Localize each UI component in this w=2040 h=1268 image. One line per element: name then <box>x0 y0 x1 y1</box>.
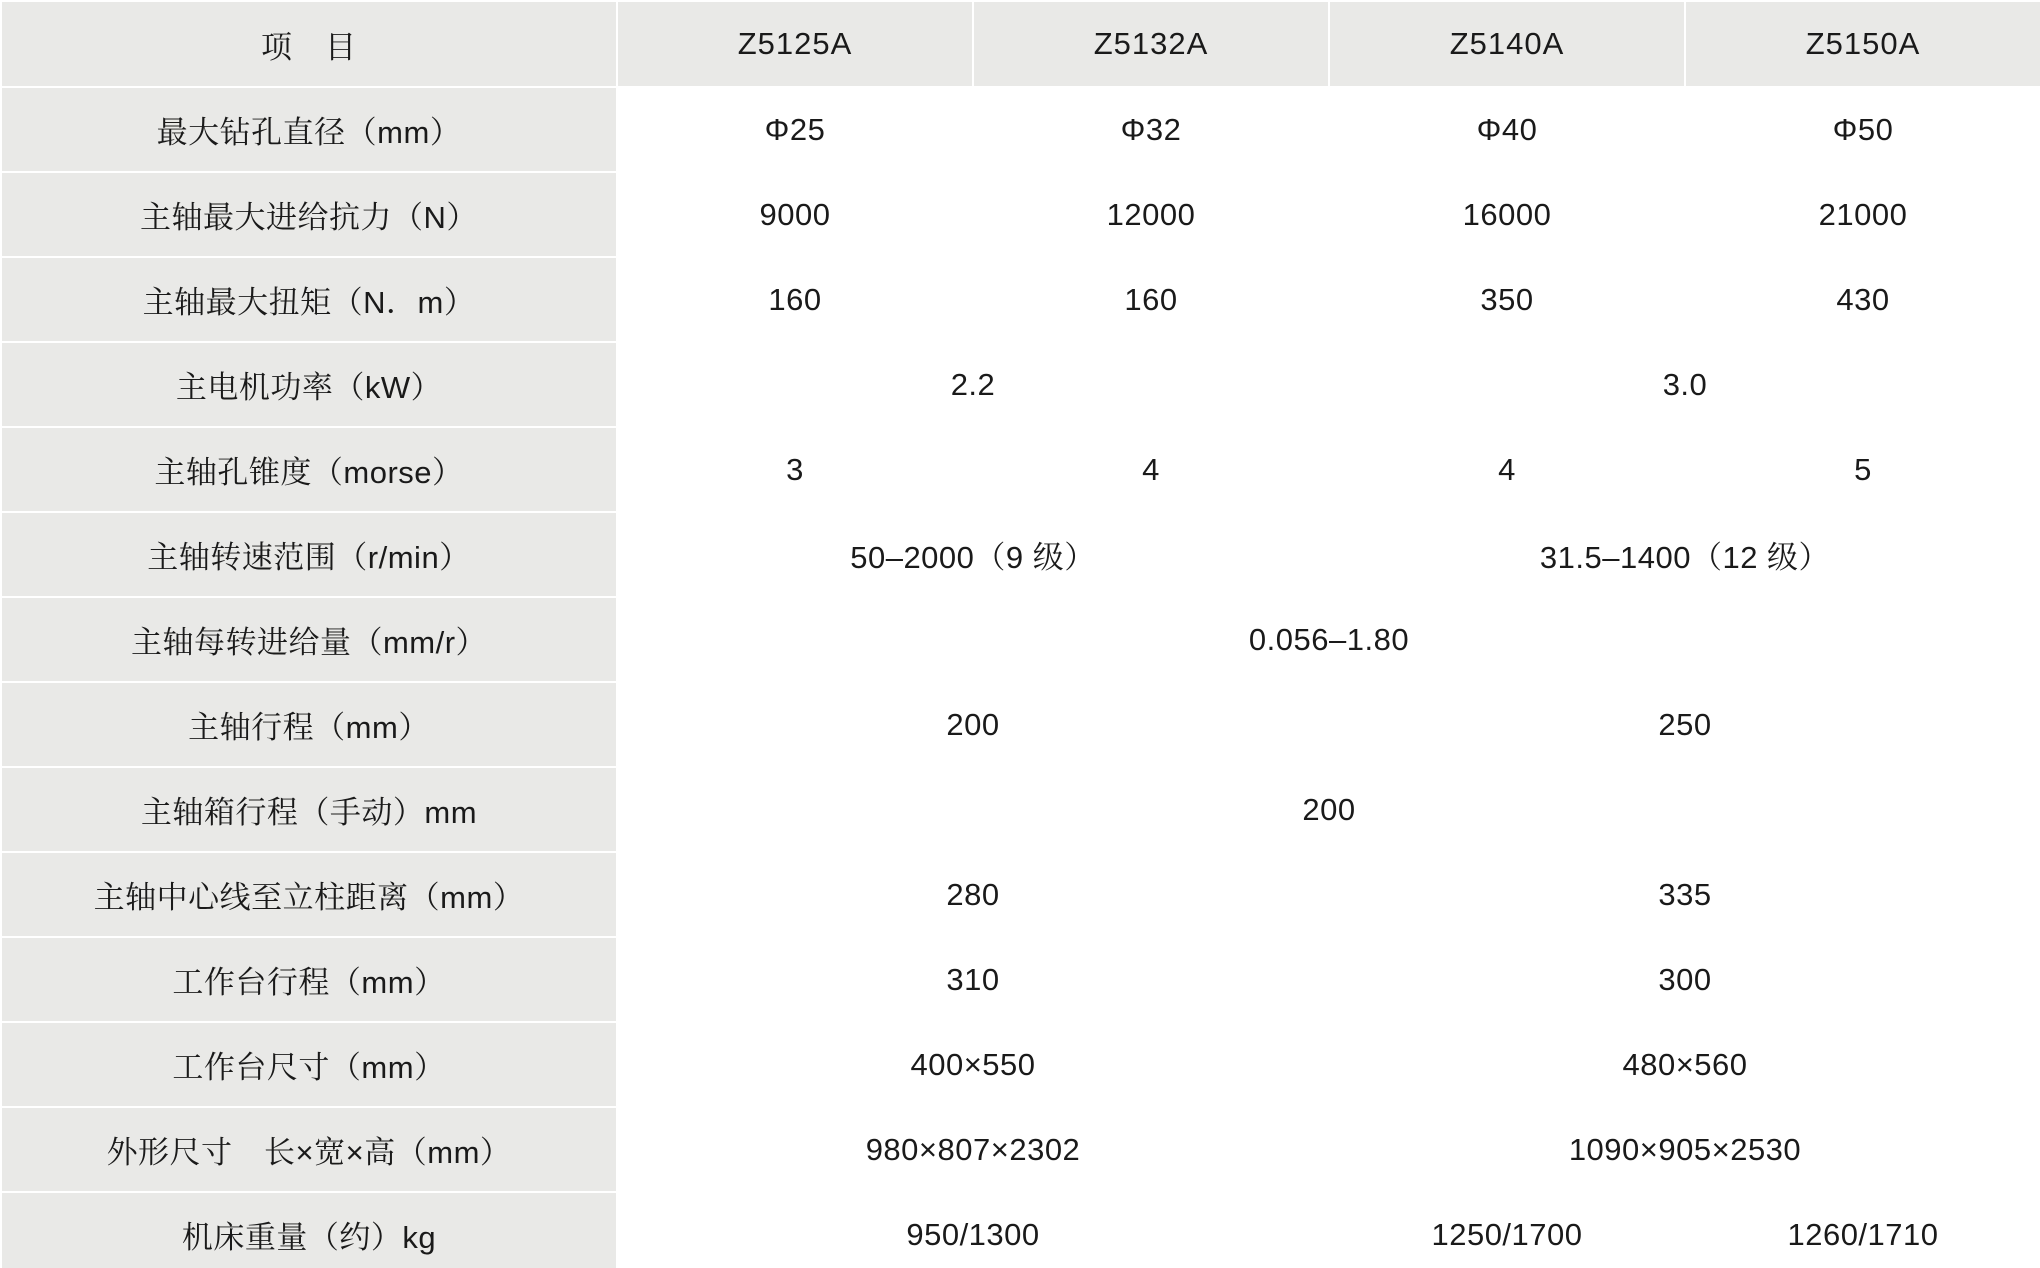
header-model-2: Z5132A <box>973 1 1329 87</box>
row-value: 160 <box>973 257 1329 342</box>
row-label: 最大钻孔直径（mm） <box>1 87 617 172</box>
row-value: 310 <box>617 937 1329 1022</box>
row-value: 335 <box>1329 852 2040 937</box>
table-row <box>1 257 2040 342</box>
row-label: 主轴行程（mm） <box>1 682 617 767</box>
row-value: 480×560 <box>1329 1022 2040 1107</box>
row-label: 主轴最大进给抗力（N） <box>1 172 617 257</box>
row-label: 机床重量（约）kg <box>1 1192 617 1268</box>
row-value: 12000 <box>973 172 1329 257</box>
row-label: 外形尺寸 长×宽×高（mm） <box>1 1107 617 1192</box>
row-value: 4 <box>973 427 1329 512</box>
row-value: 200 <box>617 682 1329 767</box>
row-value: 50–2000（9 级） <box>617 512 1329 597</box>
row-value: 1260/1710 <box>1685 1192 2040 1268</box>
row-label: 主轴最大扭矩（N．m） <box>1 257 617 342</box>
header-model-3: Z5140A <box>1329 1 1685 87</box>
table-row <box>1 342 2040 427</box>
table-row <box>1 767 2040 852</box>
row-value: 160 <box>617 257 973 342</box>
row-value: 3 <box>617 427 973 512</box>
table-row <box>1 1107 2040 1192</box>
row-value: 9000 <box>617 172 973 257</box>
row-value: 16000 <box>1329 172 1685 257</box>
table-row <box>1 1192 2040 1268</box>
row-value: 350 <box>1329 257 1685 342</box>
row-value: 4 <box>1329 427 1685 512</box>
row-label: 主轴转速范围（r/min） <box>1 512 617 597</box>
row-label: 主电机功率（kW） <box>1 342 617 427</box>
row-value: Φ50 <box>1685 87 2040 172</box>
row-value: 31.5–1400（12 级） <box>1329 512 2040 597</box>
header-label-column: 项 目 <box>1 1 617 87</box>
row-value: Φ32 <box>973 87 1329 172</box>
row-value: Φ25 <box>617 87 973 172</box>
row-value: 280 <box>617 852 1329 937</box>
table-row <box>1 597 2040 682</box>
row-value: 21000 <box>1685 172 2040 257</box>
row-value: 3.0 <box>1329 342 2040 427</box>
row-value: 430 <box>1685 257 2040 342</box>
row-label: 主轴中心线至立柱距离（mm） <box>1 852 617 937</box>
header-model-4: Z5150A <box>1685 1 2040 87</box>
table-row <box>1 682 2040 767</box>
table-row <box>1 512 2040 597</box>
row-value: 200 <box>617 767 2040 852</box>
table-row <box>1 937 2040 1022</box>
row-value: 980×807×2302 <box>617 1107 1329 1192</box>
table-body <box>1 1 2040 1268</box>
header-model-1: Z5125A <box>617 1 973 87</box>
table-row <box>1 172 2040 257</box>
row-label: 主轴每转进给量（mm/r） <box>1 597 617 682</box>
row-value: 300 <box>1329 937 2040 1022</box>
row-value: 950/1300 <box>617 1192 1329 1268</box>
table-row <box>1 852 2040 937</box>
table-row <box>1 427 2040 512</box>
row-value: 2.2 <box>617 342 1329 427</box>
row-label: 主轴孔锥度（morse） <box>1 427 617 512</box>
row-label: 工作台尺寸（mm） <box>1 1022 617 1107</box>
row-value: 400×550 <box>617 1022 1329 1107</box>
row-label: 主轴箱行程（手动）mm <box>1 767 617 852</box>
table-row <box>1 1022 2040 1107</box>
row-label: 工作台行程（mm） <box>1 937 617 1022</box>
row-value: 1090×905×2530 <box>1329 1107 2040 1192</box>
row-value: 0.056–1.80 <box>617 597 2040 682</box>
table-row <box>1 87 2040 172</box>
table-header-row <box>1 1 2040 87</box>
row-value: 250 <box>1329 682 2040 767</box>
row-value: 1250/1700 <box>1329 1192 1685 1268</box>
row-value: Φ40 <box>1329 87 1685 172</box>
row-value: 5 <box>1685 427 2040 512</box>
